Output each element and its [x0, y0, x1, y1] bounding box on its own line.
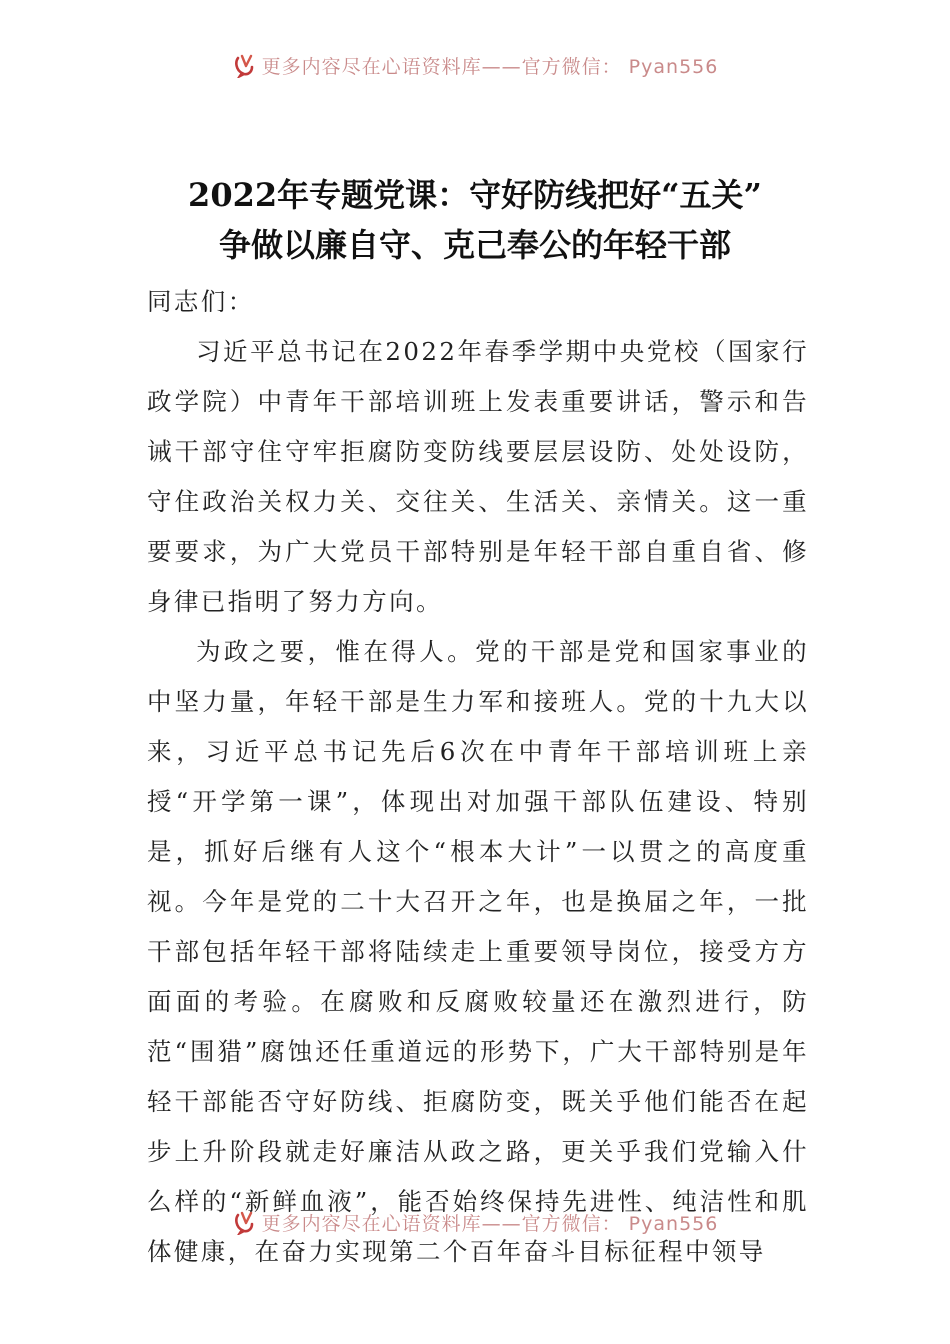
watermark-logo-icon	[232, 52, 258, 78]
document-title-line-1: 2022年专题党课：守好防线把好“五关”	[188, 176, 762, 214]
paragraph: 为政之要，惟在得人。党的干部是党和国家事业的中坚力量，年轻干部是生力军和接班人。党的十九大以来，习近平总书记先后6次在中青年干部培训班上亲授“开学第一课”，体现出对加强干部队伍建设、特别是，抓好后继有人这个“根本大计”一以贯之的高度重视。今年是党的二十大召开之年，也是换届之年，一批干部包括年轻干部将陆续走上重要领导岗位，接受方方面面的考验。在腐败和反腐败较量还在激烈进行，防范“围猎”腐蚀还任重道远的形势下，广大干部特别是年轻干部能否守好防线、拒腐防变，既关乎他们能否在起步上升阶段就走好廉洁从政之路，更关乎我们党输入什么样的“新鲜血液”，能否始终保持先进性、纯洁性和肌体健康，在奋力实现第二个百年奋斗目标征程中领导	[147, 637, 809, 1266]
paragraph: 习近平总书记在2022年春季学期中央党校（国家行政学院）中青年干部培训班上发表重要讲话，警示和告诫干部守住守牢拒腐防变防线要层层设防、处处设防，守住政治关权力关、交往关、生活关、亲情关。这一重要要求，为广大党员干部特别是年轻干部自重自省、修身律已指明了努力方向。	[147, 337, 809, 616]
document-title-line-2: 争做以廉自守、克己奉公的年轻干部	[218, 226, 731, 264]
watermark-bottom	[0, 1207, 950, 1237]
watermark-text: 更多内容尽在心语资料库——官方微信： Pyan556	[261, 1212, 719, 1235]
watermark-logo-icon	[232, 1209, 258, 1235]
watermark-text: 更多内容尽在心语资料库——官方微信： Pyan556	[261, 55, 719, 78]
document-body	[147, 277, 809, 1277]
salutation: 同志们：	[147, 287, 255, 316]
watermark-top	[0, 50, 950, 80]
